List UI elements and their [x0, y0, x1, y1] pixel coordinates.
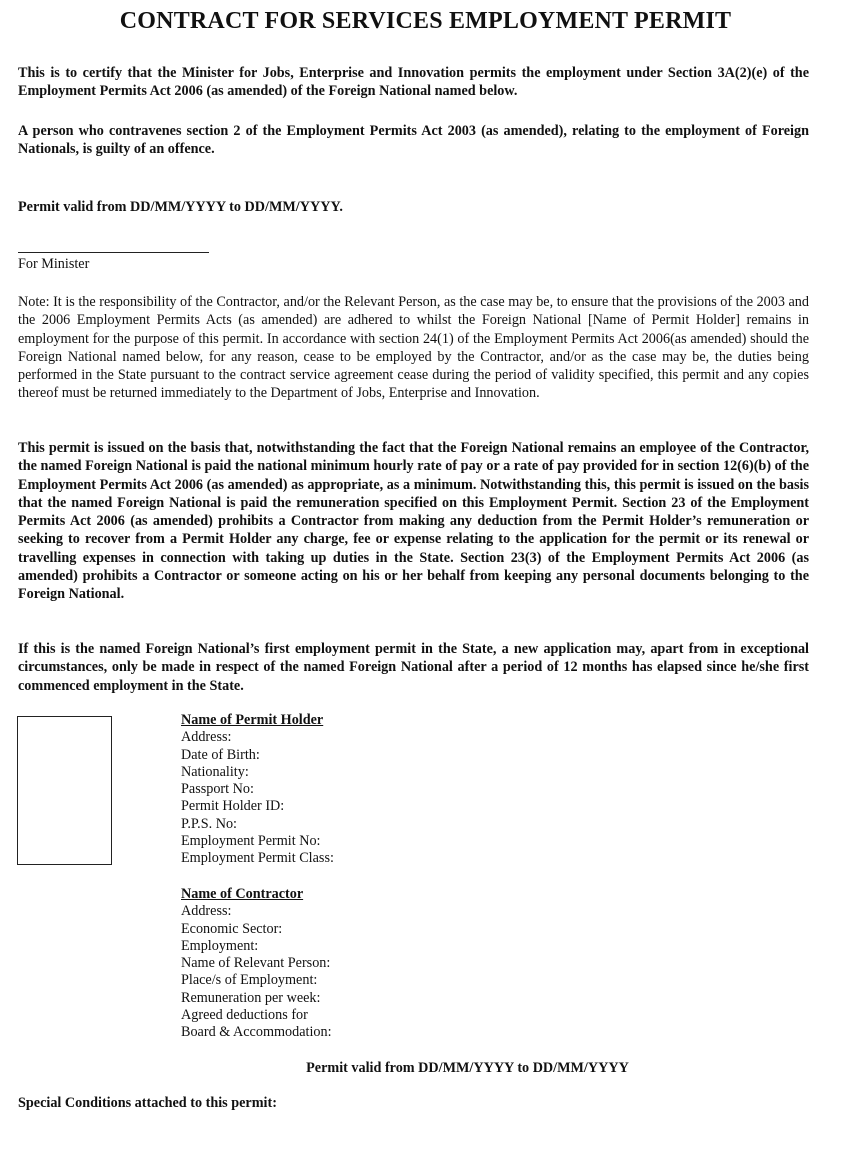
permit-holder-field: Passport No: — [181, 781, 254, 798]
basis-paragraph: This permit is issued on the basis that, notwithstanding the fact that the Foreign National remains an employee of the Contractor, the named Foreign National is paid the national minimum hourly rate of pay or a rate of pay provided for in section 12(6)(b) of the Employment Permits Act 2006 (as amended) as appropriate, as a minimum. Notwithstanding this, this permit is issued on the basis that the named Foreign National is paid the remuneration specified on this Employment Permit. Section 23 of the Employment Permits Act 2006 (as amended) prohibits a Contractor from making any deduction from the Permit Holder’s remuneration or seeking to recover from a Permit Holder any charge, fee or expense relating to the application for the permit or its renewal or travelling expenses in connection with taking up duties in the State. Section 23(3) of the Employment Permits Act 2006 (as amended) prohibits a Contractor or someone acting on his or her behalf from keeping any personal documents belonging to the Foreign National. — [18, 440, 809, 603]
contractor-field: Address: — [181, 903, 232, 920]
permit-holder-field: Date of Birth: — [181, 746, 260, 763]
signature-line — [18, 252, 209, 253]
contractor-heading: Name of Contractor — [181, 886, 304, 902]
contractor-section — [181, 886, 332, 1042]
permit-holder-field: P.P.S. No: — [181, 815, 237, 832]
contractor-field: Employment: — [181, 937, 259, 954]
document-title: CONTRACT FOR SERVICES EMPLOYMENT PERMIT — [119, 8, 732, 34]
permit-holder-field: Permit Holder ID: — [181, 798, 285, 815]
permit-holder-field: Employment Permit No: — [181, 833, 321, 850]
permit-holder-heading: Name of Permit Holder — [181, 712, 324, 728]
note-paragraph: Note: It is the responsibility of the Contractor, and/or the Relevant Person, as the case may be, to ensure that the provisions of the 2003 and the 2006 Employment Permits Acts (as amended) are adhered to whilst the Foreign National [Name of Permit Holder] remains in employment for the purpose of this permit. In accordance with section 24(1) of the Employment Permits Act 2006(as amended) should the Foreign National named below, for any reason, cease to be employed by the Contractor, and/or as the case may be, the duties being performed in the State pursuant to the contract service agreement cease during the period of validity specified, this permit and any copies thereof must be returned immediately to the Department of Jobs, Enterprise and Innovation. — [18, 294, 809, 402]
signature-label: For Minister — [18, 256, 90, 272]
permit-holder-field: Employment Permit Class: — [181, 850, 334, 867]
photo-placeholder — [17, 716, 112, 865]
validity-bottom: Permit valid from DD/MM/YYYY to DD/MM/YYYY — [306, 1060, 629, 1076]
certify-paragraph: This is to certify that the Minister for Jobs, Enterprise and Innovation permits the employment under Section 3A(2)(e) of the Employment Permits Act 2006 (as amended) of the Foreign National named below. — [18, 65, 809, 100]
contractor-field: Remuneration per week: — [181, 989, 321, 1006]
first-permit-paragraph: If this is the named Foreign National’s first employment permit in the State, a new application may, apart from in exceptional circumstances, only be made in respect of the named Foreign National after a period of 12 months has elapsed since he/she first commenced employment in the State. — [18, 641, 809, 694]
contractor-field: Place/s of Employment: — [181, 972, 318, 989]
contractor-field: Agreed deductions for — [181, 1007, 308, 1024]
contractor-field: Economic Sector: — [181, 920, 283, 937]
validity-statement: Permit valid from DD/MM/YYYY to DD/MM/YYYY. — [18, 199, 343, 215]
permit-holder-section — [181, 712, 334, 868]
permit-holder-field: Nationality: — [181, 763, 249, 780]
contractor-field: Name of Relevant Person: — [181, 955, 331, 972]
special-conditions-label: Special Conditions attached to this permit: — [18, 1095, 277, 1111]
contractor-field: Board & Accommodation: — [181, 1024, 332, 1041]
permit-holder-field: Address: — [181, 729, 232, 746]
offence-paragraph: A person who contravenes section 2 of the Employment Permits Act 2003 (as amended), relating to the employment of Foreign Nationals, is guilty of an offence. — [18, 123, 809, 158]
